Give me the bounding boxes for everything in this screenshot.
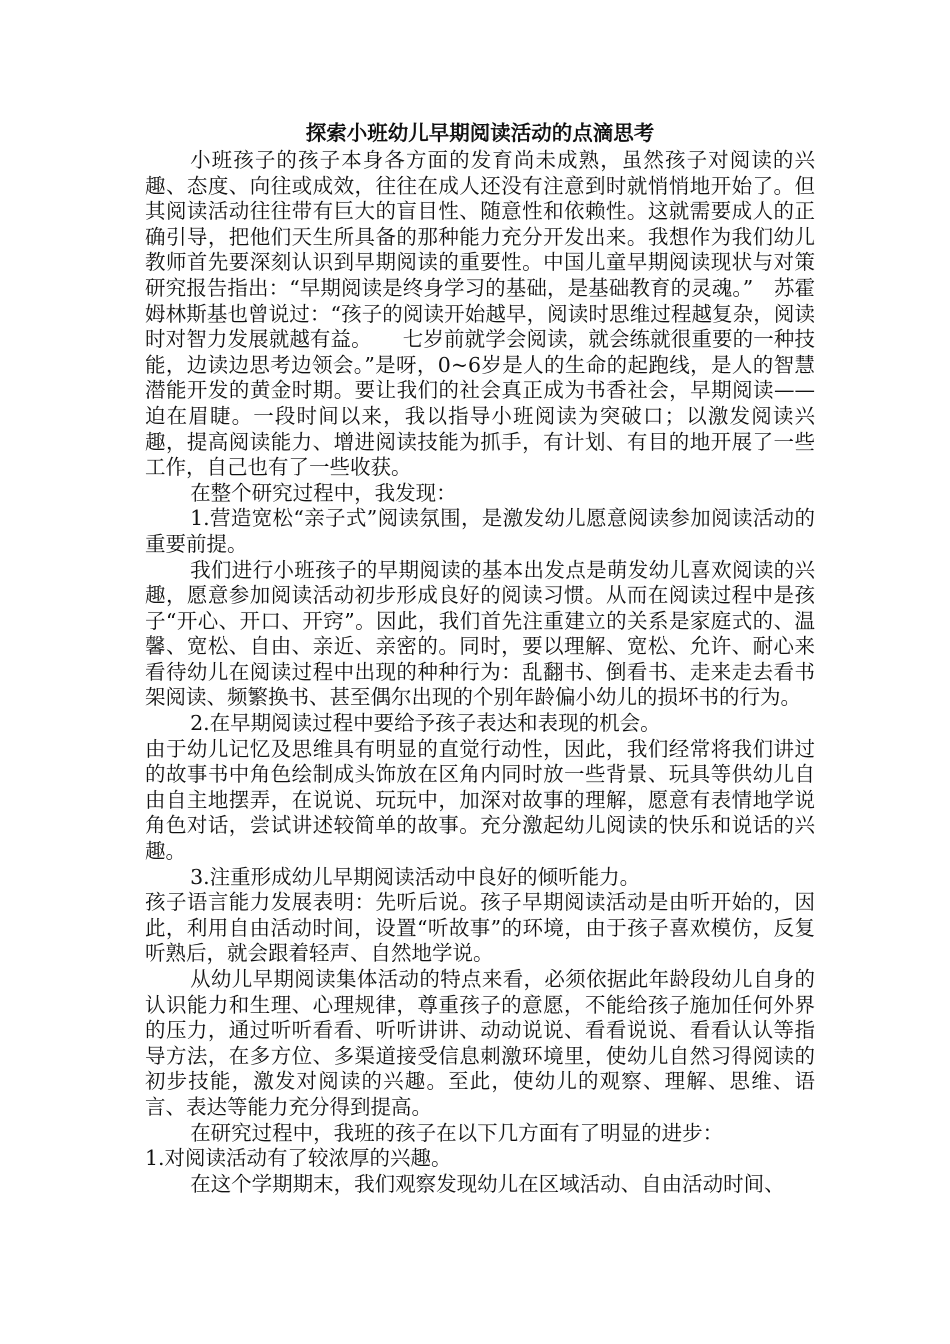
paragraph-intro: 小班孩子的孩子本身各方面的发育尚未成熟，虽然孩子对阅读的兴趣、态度、向往或成效，往往在成人还没有注意到时就悄悄地开始了。但其阅读活动往往带有巨大的盲目性、随意性和依赖性。这就需要成人的正确引导，把他们天生所具备的那种能力充分开发出来。我想作为我们幼儿教师首先要深刻认识到早期阅读的重要性。中国儿童早期阅读现状与对策研究报告指出：“早期阅读是终身学习的基础，是基础教育的灵魂。” 苏霍姆林斯基也曾说过：“孩子的阅读开始越早，阅读时思维过程越复杂，阅读时对智力发展就越有益。 七岁前就学会阅读，就会练就很重要的一种技能，边读边思考边领会。”是呀，0~6岁是人的生命的起跑线，是人的智慧潜能开发的黄金时期。要让我们的社会真正成为书香社会，早期阅读——迫在眉睫。一段时间以来，我以指导小班阅读为突破口；以激发阅读兴趣，提高阅读能力、增进阅读技能为抓手，有计划、有目的地开展了一些工作，自己也有了一些收获。: [145, 148, 815, 480]
paragraph-progress-item-1: 1.对阅读活动有了较浓厚的兴趣。: [145, 1146, 452, 1171]
paragraph-finding-intro: 在整个研究过程中，我发现：: [190, 480, 457, 505]
paragraph-point-2-body: 由于幼儿记忆及思维具有明显的直觉行动性，因此，我们经常将我们讲过的故事书中角色绘制成头饰放在区角内同时放一些背景、玩具等供幼儿自由自主地摆弄，在说说、玩玩中，加深对故事的理解，愿意有表情地学说角色对话，尝试讲述较简单的故事。充分激起幼儿阅读的快乐和说话的兴趣。: [145, 736, 815, 864]
paragraph-point-3-heading: 3.注重形成幼儿早期阅读活动中良好的倾听能力。: [190, 864, 641, 889]
paragraph-collective-activity: 从幼儿早期阅读集体活动的特点来看，必须依据此年龄段幼儿自身的认识能力和生理、心理规律，尊重孩子的意愿，不能给孩子施加任何外界的压力，通过听听看看、听听讲讲、动动说说、看看说说、看看认认等指导方法，在多方位、多渠道接受信息刺激环境里，使幼儿自然习得阅读的初步技能，激发对阅读的兴趣。至此，使幼儿的观察、理解、思维、语言、表达等能力充分得到提高。: [145, 967, 815, 1119]
paragraph-point-2-heading: 2.在早期阅读过程中要给予孩子表达和表现的机会。: [190, 711, 661, 736]
paragraph-point-3-body: 孩子语言能力发展表明：先听后说。孩子早期阅读活动是由听开始的，因此，利用自由活动时间，设置“听故事”的环境，由于孩子喜欢模仿，反复听熟后，就会跟着轻声、自然地学说。: [145, 890, 815, 966]
paragraph-progress-intro: 在研究过程中，我班的孩子在以下几方面有了明显的进步：: [190, 1120, 724, 1145]
document-body: [145, 118, 815, 1197]
document-title: 探索小班幼儿早期阅读活动的点滴思考: [305, 121, 655, 145]
paragraph-point-1-body: 我们进行小班孩子的早期阅读的基本出发点是萌发幼儿喜欢阅读的兴趣，愿意参加阅读活动初步形成良好的阅读习惯。从而在阅读过程中是孩子“开心、开口、开窍”。因此，我们首先注重建立的关系是家庭式的、温馨、宽松、自由、亲近、亲密的。同时，要以理解、宽松、允许、耐心来看待幼儿在阅读过程中出现的种种行为：乱翻书、倒看书、走来走去看书架阅读、频繁换书、甚至偶尔出现的个别年龄偏小幼儿的损坏书的行为。: [145, 557, 815, 710]
paragraph-progress-item-1-body: 在这个学期期末，我们观察发现幼儿在区域活动、自由活动时间、: [190, 1171, 785, 1196]
paragraph-point-1-heading: 1.营造宽松“亲子式”阅读氛围，是激发幼儿愿意阅读参加阅读活动的重要前提。: [145, 506, 815, 556]
